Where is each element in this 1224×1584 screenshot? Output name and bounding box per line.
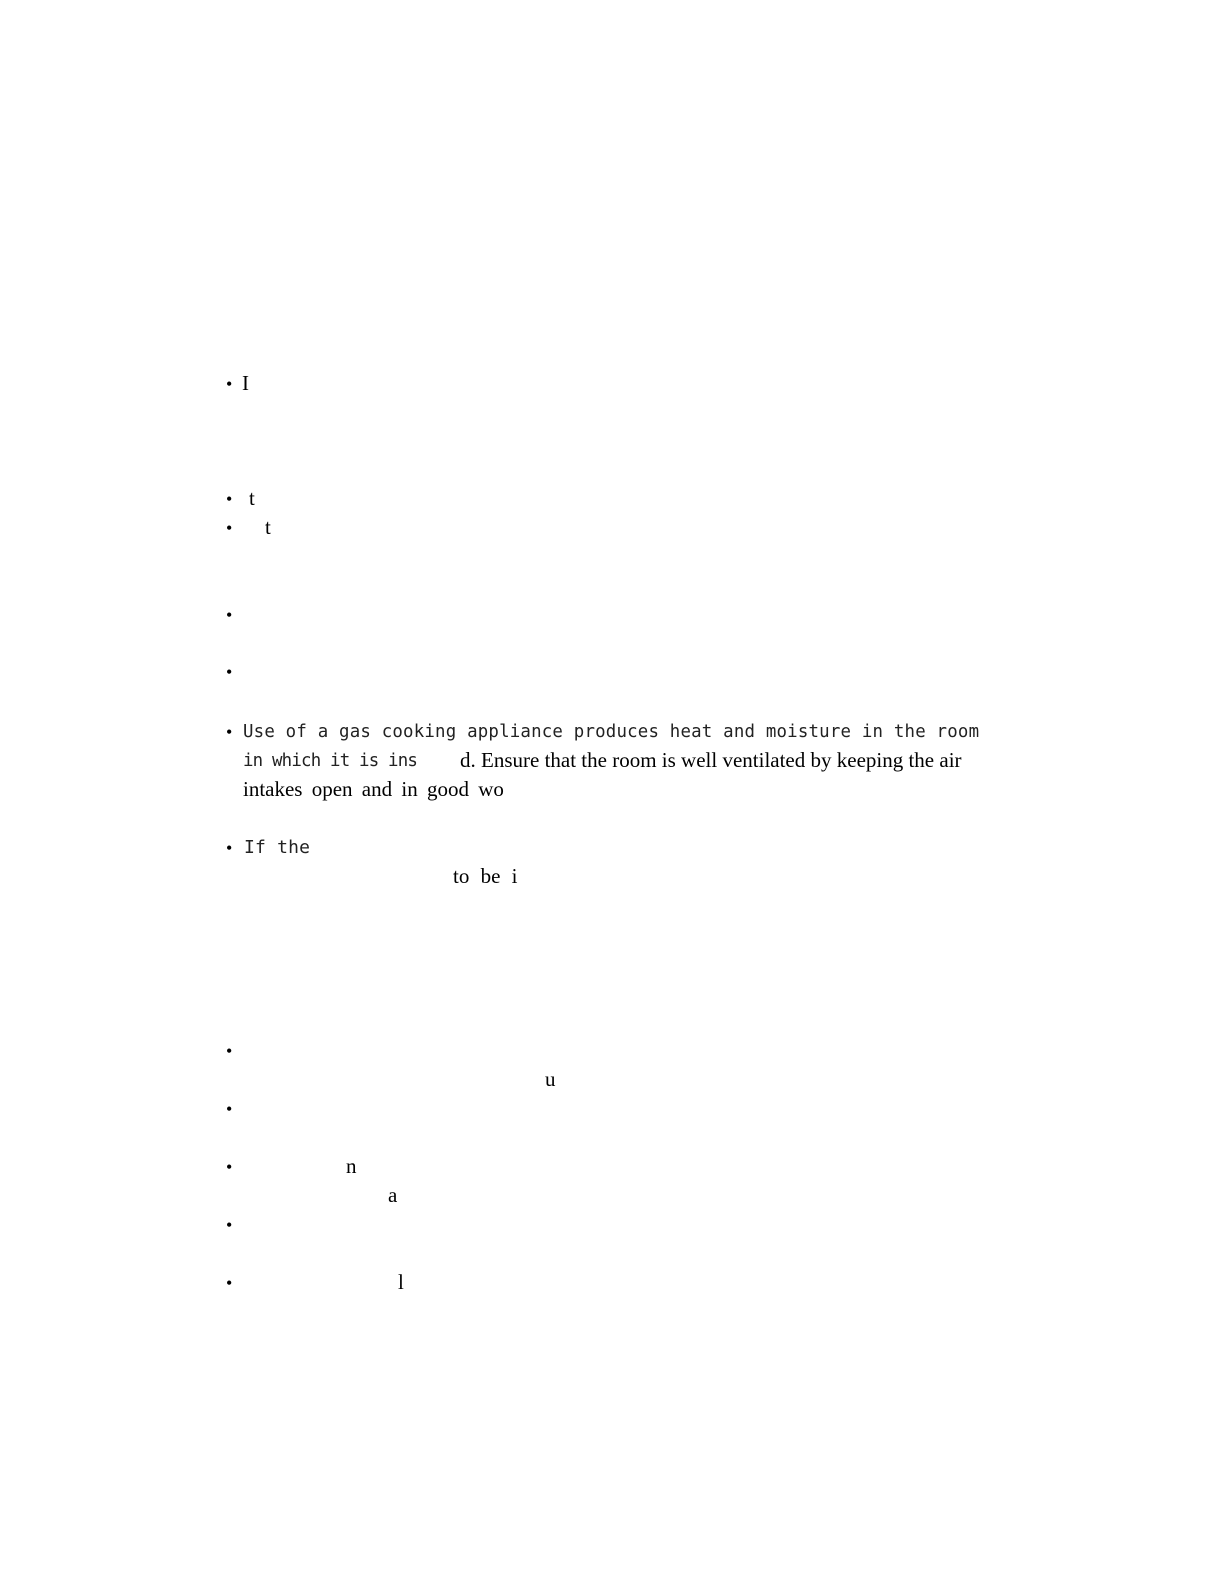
- bullet-marker: •: [226, 662, 233, 682]
- paragraph-line: If the: [244, 837, 311, 858]
- bullet-text: n: [346, 1154, 357, 1178]
- bullet-marker: •: [226, 1041, 233, 1061]
- bullet-marker: •: [226, 838, 233, 858]
- paragraph-line: d. Ensure that the room is well ventilated by keeping the air: [460, 748, 962, 772]
- bullet-text: u: [545, 1067, 556, 1091]
- bullet-marker: •: [226, 722, 233, 742]
- bullet-marker: •: [226, 489, 233, 509]
- bullet-text: l: [398, 1270, 404, 1294]
- paragraph-line: in which it is ins: [243, 751, 418, 771]
- paragraph-line: Use of a gas cooking appliance produces heat and moisture in the room: [243, 722, 980, 742]
- paragraph-line: intakes open and in good wo: [243, 777, 504, 801]
- bullet-text: t: [249, 486, 255, 510]
- bullet-text: t: [265, 515, 271, 539]
- bullet-marker: •: [226, 1099, 233, 1119]
- bullet-marker: •: [226, 1215, 233, 1235]
- bullet-text: I: [242, 371, 249, 395]
- bullet-marker: •: [226, 374, 233, 394]
- bullet-marker: •: [226, 1273, 233, 1293]
- paragraph-line: to be i: [453, 864, 518, 888]
- bullet-marker: •: [226, 1157, 233, 1177]
- bullet-text: a: [388, 1183, 398, 1207]
- bullet-marker: •: [226, 518, 233, 538]
- bullet-marker: •: [226, 605, 233, 625]
